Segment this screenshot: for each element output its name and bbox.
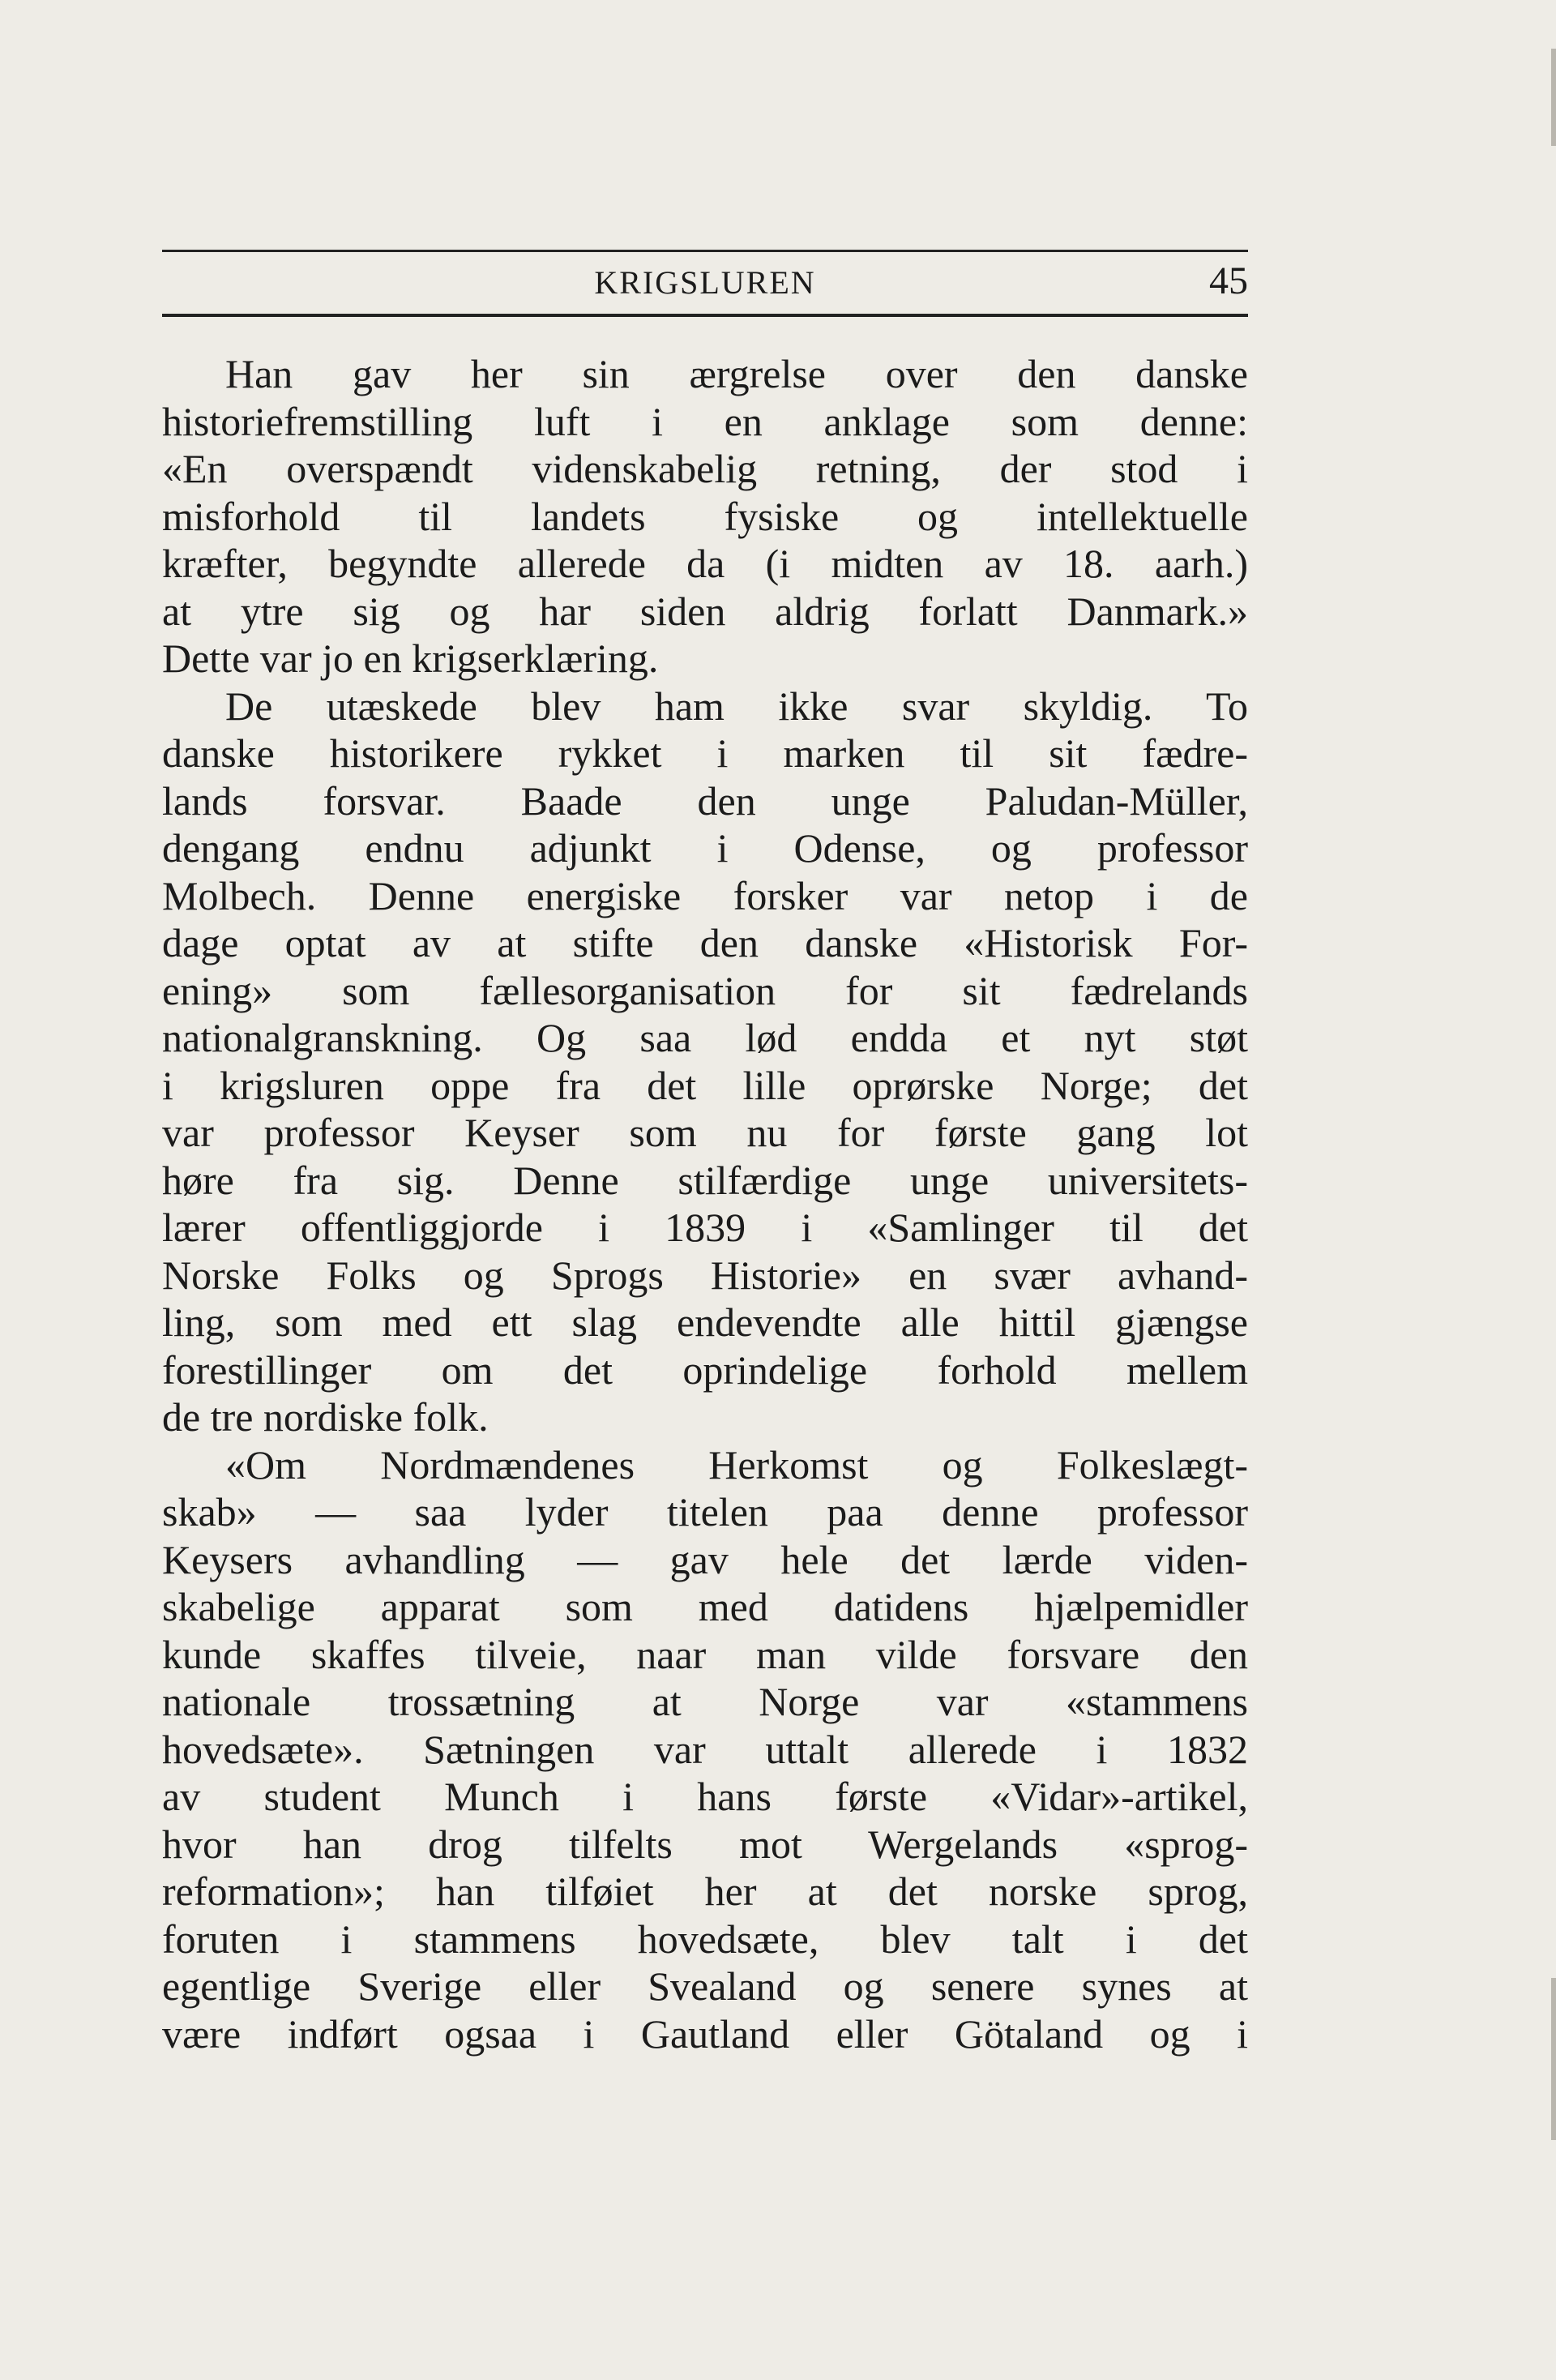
text-line: «Om Nordmændenes Herkomst og Folkeslægt- bbox=[225, 1441, 1248, 1488]
text-line: danske historikere rykket i marken til sit fædre- bbox=[162, 730, 1248, 776]
text-line: lærer offentliggjorde i 1839 i «Samlinger til det bbox=[162, 1205, 1248, 1250]
page-edge-shadow bbox=[1551, 1978, 1556, 2140]
page-edge-shadow bbox=[1551, 49, 1556, 146]
text-line: av student Munch i hans første «Vidar»-artikel, bbox=[162, 1774, 1248, 1819]
body-text bbox=[162, 350, 1248, 2057]
text-line: hvor han drog tilfelts mot Wergelands «sprog- bbox=[162, 1821, 1248, 1867]
page-number: 45 bbox=[1209, 259, 1248, 302]
text-line: dengang endnu adjunkt i Odense, og professor bbox=[162, 825, 1248, 871]
text-line: forestillinger om det oprindelige forhold mellem bbox=[162, 1346, 1248, 1393]
text-line: reformation»; han tilføiet her at det norske sprog, bbox=[162, 1868, 1248, 1914]
text-line: Molbech. Denne energiske forsker var netop i de bbox=[162, 872, 1248, 918]
text-line: høre fra sig. Denne stilfærdige unge universitets- bbox=[162, 1157, 1248, 1203]
text-line: hovedsæte». Sætningen var uttalt allerede i 1832 bbox=[162, 1726, 1248, 1772]
running-head bbox=[162, 252, 1248, 314]
text-line: skabelige apparat som med datidens hjælpemidler bbox=[162, 1584, 1248, 1629]
text-line: Han gav her sin ærgrelse over den danske bbox=[225, 351, 1248, 396]
text-line: Norske Folks og Sprogs Historie» en svær avhand- bbox=[162, 1252, 1248, 1298]
text-line: være indført ogsaa i Gautland eller Götaland og i bbox=[162, 2010, 1248, 2057]
running-title: KRIGSLUREN bbox=[594, 264, 816, 301]
text-line: dage optat av at stifte den danske «Historisk For- bbox=[162, 920, 1248, 965]
text-line: Keysers avhandling — gav hele det lærde viden- bbox=[162, 1536, 1248, 1582]
text-line: ling, som med ett slag endevendte alle hittil gjængse bbox=[162, 1299, 1248, 1345]
text-line: misforhold til landets fysiske og intellektuelle bbox=[162, 493, 1248, 539]
paragraph-2 bbox=[162, 683, 1248, 1441]
paragraph-1 bbox=[162, 350, 1248, 683]
text-line: de tre nordiske folk. bbox=[162, 1394, 489, 1440]
text-line: ening» som fællesorganisation for sit fædrelands bbox=[162, 967, 1248, 1013]
text-line: historiefremstilling luft i en anklage som denne: bbox=[162, 398, 1248, 444]
text-line: lands forsvar. Baade den unge Paludan-Müller, bbox=[162, 777, 1248, 824]
text-line: i krigsluren oppe fra det lille oprørske Norge; det bbox=[162, 1062, 1248, 1108]
text-line: var professor Keyser som nu for første gang lot bbox=[162, 1110, 1248, 1155]
text-line: De utæskede blev ham ikke svar skyldig. To bbox=[225, 683, 1248, 729]
text-line: kunde skaffes tilveie, naar man vilde forsvare den bbox=[162, 1631, 1248, 1677]
header-rule-bottom bbox=[162, 314, 1248, 317]
text-line: kræfter, begyndte allerede da (i midten av 18. aarh.) bbox=[162, 541, 1248, 586]
text-line: at ytre sig og har siden aldrig forlatt Danmark.» bbox=[162, 588, 1248, 634]
paragraph-3 bbox=[162, 1441, 1248, 2058]
text-line: skab» — saa lyder titelen paa denne professor bbox=[162, 1489, 1248, 1535]
text-line: nationale trossætning at Norge var «stammens bbox=[162, 1679, 1248, 1724]
text-line: egentlige Sverige eller Svealand og senere synes at bbox=[162, 1963, 1248, 2009]
text-line: «En overspændt videnskabelig retning, der stod i bbox=[162, 446, 1248, 491]
text-line: nationalgranskning. Og saa lød endda et nyt støt bbox=[162, 1015, 1248, 1060]
text-line: foruten i stammens hovedsæte, blev talt i det bbox=[162, 1916, 1248, 1962]
text-line: Dette var jo en krigserklæring. bbox=[162, 636, 659, 681]
